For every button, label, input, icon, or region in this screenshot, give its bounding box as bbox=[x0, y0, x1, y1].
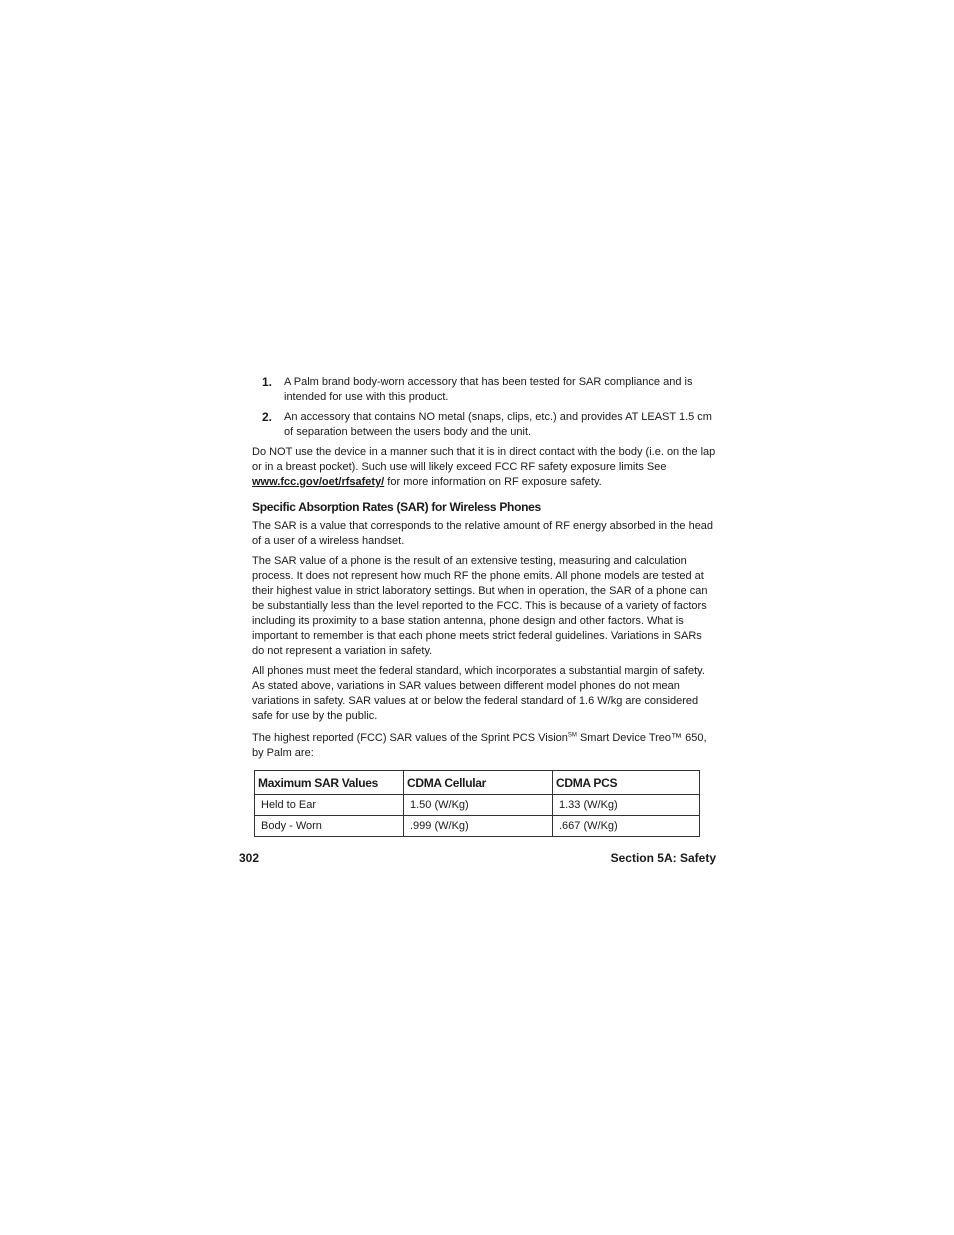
section-heading: Specific Absorption Rates (SAR) for Wireless Phones bbox=[252, 500, 541, 514]
table-cell: Body - Worn bbox=[255, 816, 404, 837]
service-mark: SM bbox=[567, 732, 577, 739]
table-cell: 1.50 (W/Kg) bbox=[404, 795, 553, 816]
table-header-cell: CDMA PCS bbox=[553, 771, 700, 795]
paragraph-sar-definition: The SAR is a value that corresponds to the relative amount of RF energy absorbed in the head of a user of a wireless handset. bbox=[252, 520, 714, 547]
table-cell: .999 (W/Kg) bbox=[404, 816, 553, 837]
list-number: 1. bbox=[262, 375, 273, 389]
list-item bbox=[252, 410, 716, 440]
table-row bbox=[255, 816, 700, 837]
section-label: Section 5A: Safety bbox=[610, 851, 716, 865]
sar-table bbox=[254, 770, 700, 837]
highest-text-after: Smart Device Treo™ 650, by Palm are: bbox=[252, 732, 707, 759]
list-number: 2. bbox=[262, 410, 273, 424]
table-header-row bbox=[255, 771, 700, 795]
paragraph-sar-testing: The SAR value of a phone is the result of an extensive testing, measuring and calculation process. It does not represent how much RF the phone emits. All phone models are tested at their highest value in strict laboratory settings. But when in operation, the SAR of a phone can be substantially less than the level reported to the FCC. This is because of a variety of factors including its proximity to a base station antenna, phone design and other factors. What is important to remember is that each phone meets strict federal guidelines. Variations in SARs do not represent a variation in safety. bbox=[252, 555, 708, 657]
paragraph-federal-standard: All phones must meet the federal standard, which incorporates a substantial margin of safety. As stated above, variations in SAR values between different model phones do not mean variations in safety. SAR values at or below the federal standard of 1.6 W/kg are considered safe for use by the public. bbox=[252, 665, 705, 722]
table-cell: .667 (W/Kg) bbox=[553, 816, 700, 837]
page-content bbox=[252, 375, 716, 766]
warning-text-before: Do NOT use the device in a manner such that it is in direct contact with the body (i.e. on the lap or in a breast pocket). Such use will likely exceed FCC RF safety exposure limits See bbox=[252, 446, 716, 473]
table-header-cell: CDMA Cellular bbox=[404, 771, 553, 795]
table-header-cell: Maximum SAR Values bbox=[255, 771, 404, 795]
table-row bbox=[255, 795, 700, 816]
fcc-link[interactable]: www.fcc.gov/oet/rfsafety/ bbox=[252, 476, 385, 488]
warning-paragraph bbox=[252, 445, 716, 490]
list-text: An accessory that contains NO metal (snaps, clips, etc.) and provides AT LEAST 1.5 cm of separation between the users body and the unit. bbox=[284, 411, 712, 438]
warning-text-after: for more information on RF exposure safety. bbox=[384, 476, 602, 488]
highest-text-before: The highest reported (FCC) SAR values of the Sprint PCS Vision bbox=[252, 732, 568, 744]
table-cell: 1.33 (W/Kg) bbox=[553, 795, 700, 816]
page-number: 302 bbox=[239, 851, 260, 865]
list-text: A Palm brand body-worn accessory that has been tested for SAR compliance and is intended for use with this product. bbox=[284, 376, 693, 403]
table-cell: Held to Ear bbox=[255, 795, 404, 816]
paragraph-highest-values bbox=[252, 731, 716, 761]
list-item bbox=[252, 375, 716, 405]
